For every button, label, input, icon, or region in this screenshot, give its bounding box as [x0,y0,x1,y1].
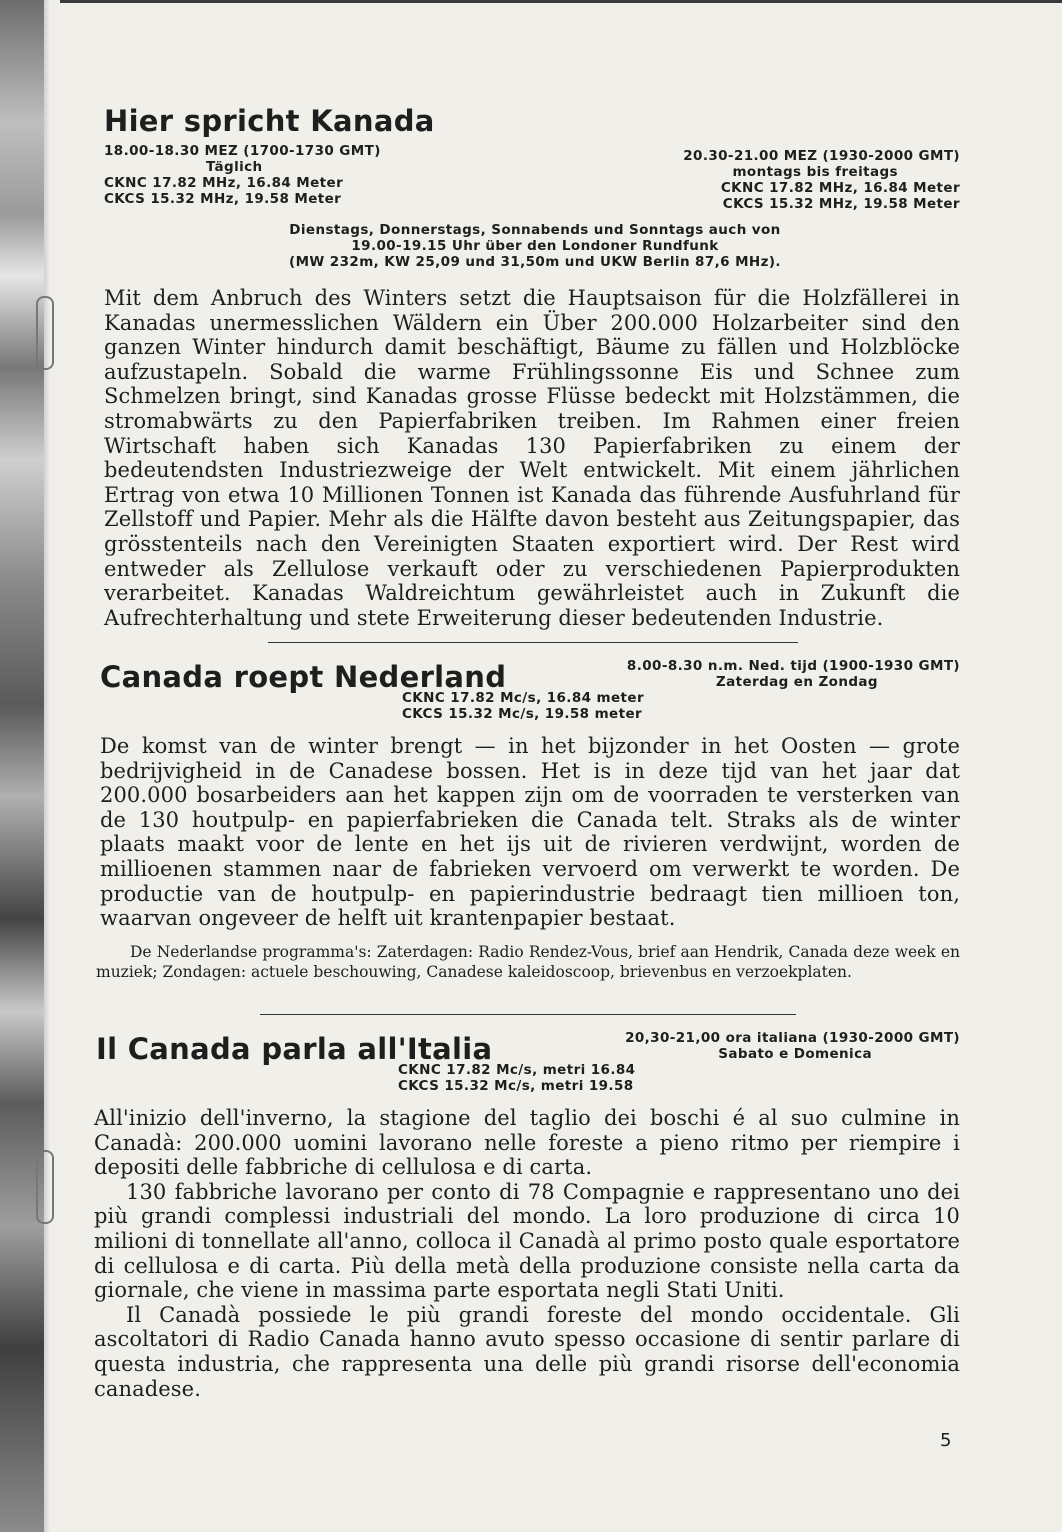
paragraph: Mit dem Anbruch des Winters setzt die Hauptsaison für die Holzfällerei in Kanadas unermesslichen Wäldern ein Über 200.000 Holzarbeiter sind den ganzen Winter hindurch damit beschäftigt, Bäume zu fällen und Holzblöcke aufzustapeln. Sobald die warme Frühlingssonne Eis und Schnee zum Schmelzen bringt, sind Kanadas grosse Flüsse bedeckt mit Holzstämmen, die stromabwärts zu den Papierfabriken treiben. Im Rahmen einer freien Wirtschaft haben sich Kanadas 130 Papierfabriken zu einem der bedeutendsten Industriezweige der Welt entwickelt. Mit einem jährlichen Ertrag von etwa 10 Millionen Tonnen ist Kanada das führende Ausfuhrland für Zellstoff und Papier. Mehr als die Hälfte davon besteht aus Zeitungspapier, das grösstenteils nach den Vereinigten Staaten exportiert wird. Der Rest wird entweder als Zellulose verkauft oder zu verschiedenen Papierprodukten verarbeitet. Kanadas Waldreichtum gewährleistet auch in Zukunft die Aufrechterhaltung und stete Erweiterung dieser bedeutenden Industrie. [104,286,960,630]
german-extra-broadcast [230,222,840,270]
page-number: 5 [940,1430,952,1451]
schedule-days: Zaterdag en Zondag [715,674,878,690]
photo-margin-edge [44,0,50,1532]
schedule-days: montags bis freitags [732,164,898,180]
schedule-time: 20,30-21,00 ora italiana (1930-2000 GMT) [625,1030,960,1046]
photo-margin-strip [0,0,44,1532]
schedule-days: Sabato e Domenica [718,1046,872,1062]
binder-ring [36,1150,54,1224]
schedule-time: 20.30-21.00 MEZ (1930-2000 GMT) [683,148,960,164]
schedule-frequency: CKCS 15.32 MHz, 19.58 Meter [104,191,342,207]
dutch-program-note [96,942,960,982]
paragraph: All'inizio dell'inverno, la stagione del taglio dei boschi é al suo culmine in Canadà: 200.000 uomini lavorano nelle foreste a pieno ritmo per riempire i depositi delle fabbriche di cellulosa e di carta. [94,1106,960,1180]
german-body [104,286,960,630]
schedule-frequency: CKNC 17.82 MHz, 16.84 Meter [104,175,344,191]
extra-line: Dienstags, Donnerstags, Sonnabends und Sonntags auch von [289,222,781,238]
schedule-time: 18.00-18.30 MEZ (1700-1730 GMT) [104,143,381,159]
schedule-frequency: CKCS 15.32 Mc/s, metri 19.58 [398,1078,634,1094]
italian-body [94,1106,960,1401]
dutch-schedule [600,658,960,690]
german-right-schedule [660,148,960,212]
paragraph: 130 fabbriche lavorano per conto di 78 Compagnie e rappresentano uno dei più grandi complessi industriali del mondo. La loro produzione di circa 10 milioni di tonnellate all'anno, colloca il Canadà al primo posto quale esportatore di cellulosa e di carta. Più della metà della produzione consiste nella carta da giornale, che viene in massima parte esportata negli Stati Uniti. [94,1179,960,1303]
top-border [60,0,1062,3]
schedule-time: 8.00-8.30 n.m. Ned. tijd (1900-1930 GMT) [626,658,960,674]
divider [260,1014,796,1015]
dutch-frequencies [402,690,702,722]
paragraph: De Nederlandse programma's: Zaterdagen: Radio Rendez-Vous, brief aan Hendrik, Canada deze week en muziek; Zondagen: actuele beschouwing, Canadese kaleidoscoop, brievenbus en verzoekplaten. [96,943,960,981]
schedule-frequency: CKNC 17.82 MHz, 16.84 Meter [720,180,960,196]
section-title-italian: Il Canada parla all'Italia [96,1032,493,1066]
german-left-schedule [104,143,404,207]
italian-frequencies [398,1062,698,1094]
paragraph: De komst van de winter brengt — in het bijzonder in het Oosten — grote bedrijvigheid in de Canadese bossen. Het is in deze tijd van het jaar dat 200.000 bosarbeiders aan het kappen zijn om de voorraden te versterken van de 130 houtpulp- en papierfabrieken die Canada telt. Straks als de winter plaats maakt voor de lente en het ijs uit de rivieren verdwijnt, worden de millioenen stammen naar de fabrieken vervoerd om verwerkt te worden. De productie van de houtpulp- en papierindustrie bedraagt tien millioen ton, waarvan ongeveer de helft uit krantenpapier bestaat. [100,734,960,931]
section-title-dutch: Canada roept Nederland [100,660,507,694]
dutch-body [100,734,960,931]
extra-line: (MW 232m, KW 25,09 und 31,50m und UKW Berlin 87,6 MHz). [289,254,781,270]
section-title-german: Hier spricht Kanada [104,104,435,138]
extra-line: 19.00-19.15 Uhr über den Londoner Rundfunk [351,238,719,254]
schedule-frequency: CKNC 17.82 Mc/s, metri 16.84 [398,1062,636,1078]
schedule-days: Täglich [206,159,263,175]
schedule-frequency: CKCS 15.32 Mc/s, 19.58 meter [402,706,643,722]
italian-schedule [600,1030,960,1062]
paragraph: Il Canadà possiede le più grandi foreste del mondo occidentale. Gli ascoltatori di Radio Canada hanno avuto spesso occasione di sentir parlare di questa industria, che rappresenta una delle più grandi risorse dell'economia canadese. [94,1302,960,1401]
binder-ring [36,296,54,370]
divider [268,642,798,643]
schedule-frequency: CKNC 17.82 Mc/s, 16.84 meter [402,690,644,706]
schedule-frequency: CKCS 15.32 MHz, 19.58 Meter [722,196,960,212]
